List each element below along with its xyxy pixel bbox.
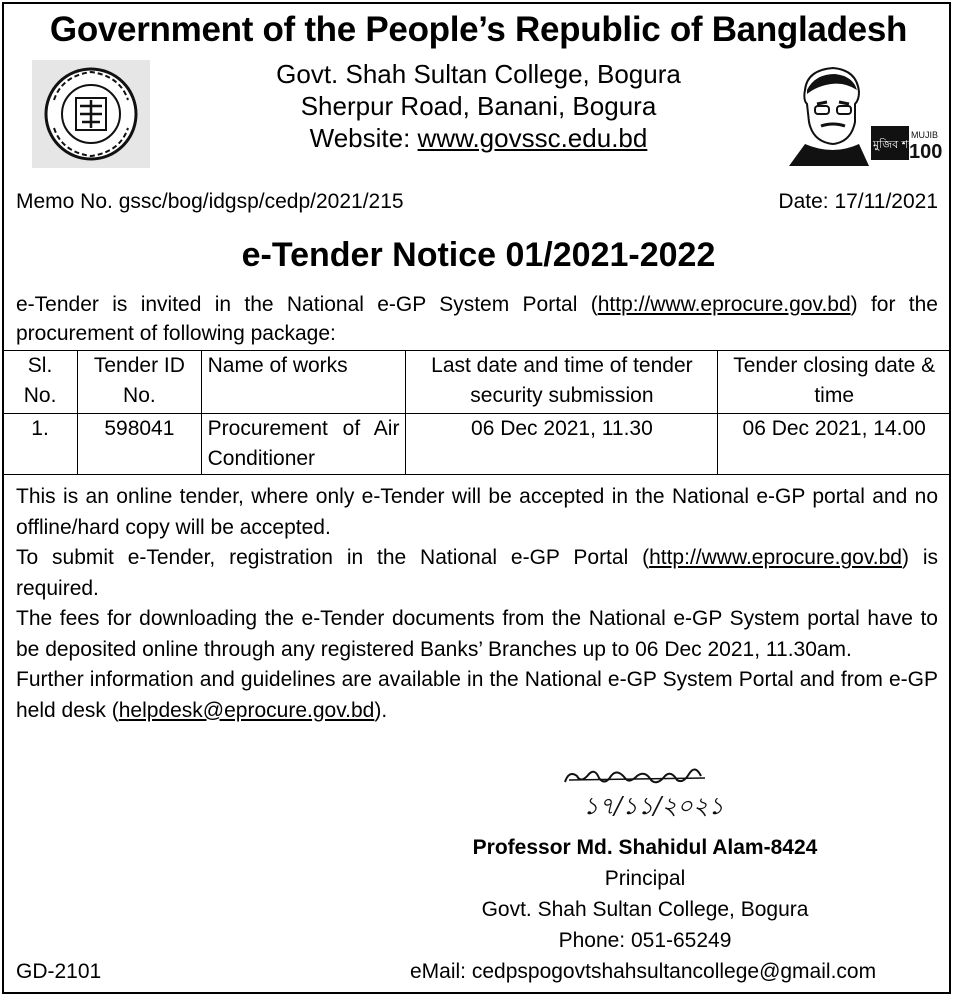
signatory-block [430,832,860,956]
memo-date: Date: 17/11/2021 [778,190,938,213]
cell-works: Procurement of Air Conditioner [201,414,406,475]
header-tender-id: Tender ID No. [78,351,202,414]
gd-code: GD-2101 [16,960,102,983]
website-link[interactable]: www.govssc.edu.bd [417,123,648,153]
header-sl: Sl. No. [3,351,78,414]
cell-closing: 06 Dec 2021, 14.00 [718,414,951,475]
intro-text: e-Tender is invited in the National e-GP System Portal ( [16,293,598,316]
mujib-bengali-text: মুজিব শতবর্ষ [873,138,929,151]
body-paragraph-fees: The fees for downloading the e-Tender documents from the National e-GP System portal have to be deposited online through any registered Banks’ Branches up to 06 Dec 2021, 11.30am. [16,607,938,661]
website-label: Website: [309,123,418,153]
signatory-college: Govt. Shah Sultan College, Bogura [481,898,809,921]
notice-body [16,482,938,726]
mujib-100-emblem [785,60,943,168]
table-header-row [3,351,951,414]
svg-text:100: 100 [909,141,943,163]
body-paragraph-online: This is an online tender, where only e-Tender will be accepted in the National e-GP portal and no offline/hard copy will be accepted. [16,485,938,539]
intro-text-end: ) for the procurement of following package: [16,293,938,345]
signature-scribble-icon [555,760,805,820]
header-works: Name of works [201,351,406,414]
college-name: Govt. Shah Sultan College, Bogura [276,59,681,89]
signatory-name: Professor Md. Shahidul Alam-8424 [472,836,818,859]
cell-sl: 1. [3,414,78,475]
college-address: Sherpur Road, Banani, Bogura [300,91,657,121]
memo-row [16,190,938,214]
header-closing: Tender closing date & time [718,351,951,414]
handwritten-signature [555,760,805,820]
intro-paragraph [16,290,938,348]
registration-text: To submit e-Tender, registration in the National e-GP Portal ( [16,546,650,569]
signatory-title: Principal [604,867,686,890]
signatory-phone: Phone: 051-65249 [558,929,732,952]
notice-title: e-Tender Notice 01/2021-2022 [241,236,716,274]
eprocure-link[interactable]: http://www.eprocure.gov.bd [597,293,851,316]
cell-tender-id: 598041 [78,414,202,475]
body-paragraph-registration [16,543,938,604]
signature-date: ১৭/১১/২০২১ [583,792,724,820]
tender-table [2,350,951,475]
registration-link[interactable]: http://www.eprocure.gov.bd [649,546,902,569]
government-title: Government of the People’s Republic of Bangladesh [49,10,908,49]
svg-text:MUJIB: MUJIB [911,130,938,140]
memo-number: Memo No. gssc/bog/idgsp/cedp/2021/215 [16,190,404,213]
registration-text-end: ) is required. [16,546,938,600]
body-paragraph-helpdesk [16,665,938,726]
helpdesk-text-end: ). [374,698,388,722]
helpdesk-email-link[interactable]: helpdesk@eprocure.gov.bd [118,698,375,722]
table-row [3,414,951,475]
helpdesk-text: Further information and guidelines are available in the National e-GP System Portal and from e-GP held desk ( [16,668,938,722]
signatory-email[interactable]: eMail: cedpspogovtshahsultancollege@gmail.com [410,960,877,983]
header-security-deadline: Last date and time of tender security submission [406,351,718,414]
cell-security-deadline: 06 Dec 2021, 11.30 [406,414,718,475]
mujib-portrait-icon [785,60,943,168]
